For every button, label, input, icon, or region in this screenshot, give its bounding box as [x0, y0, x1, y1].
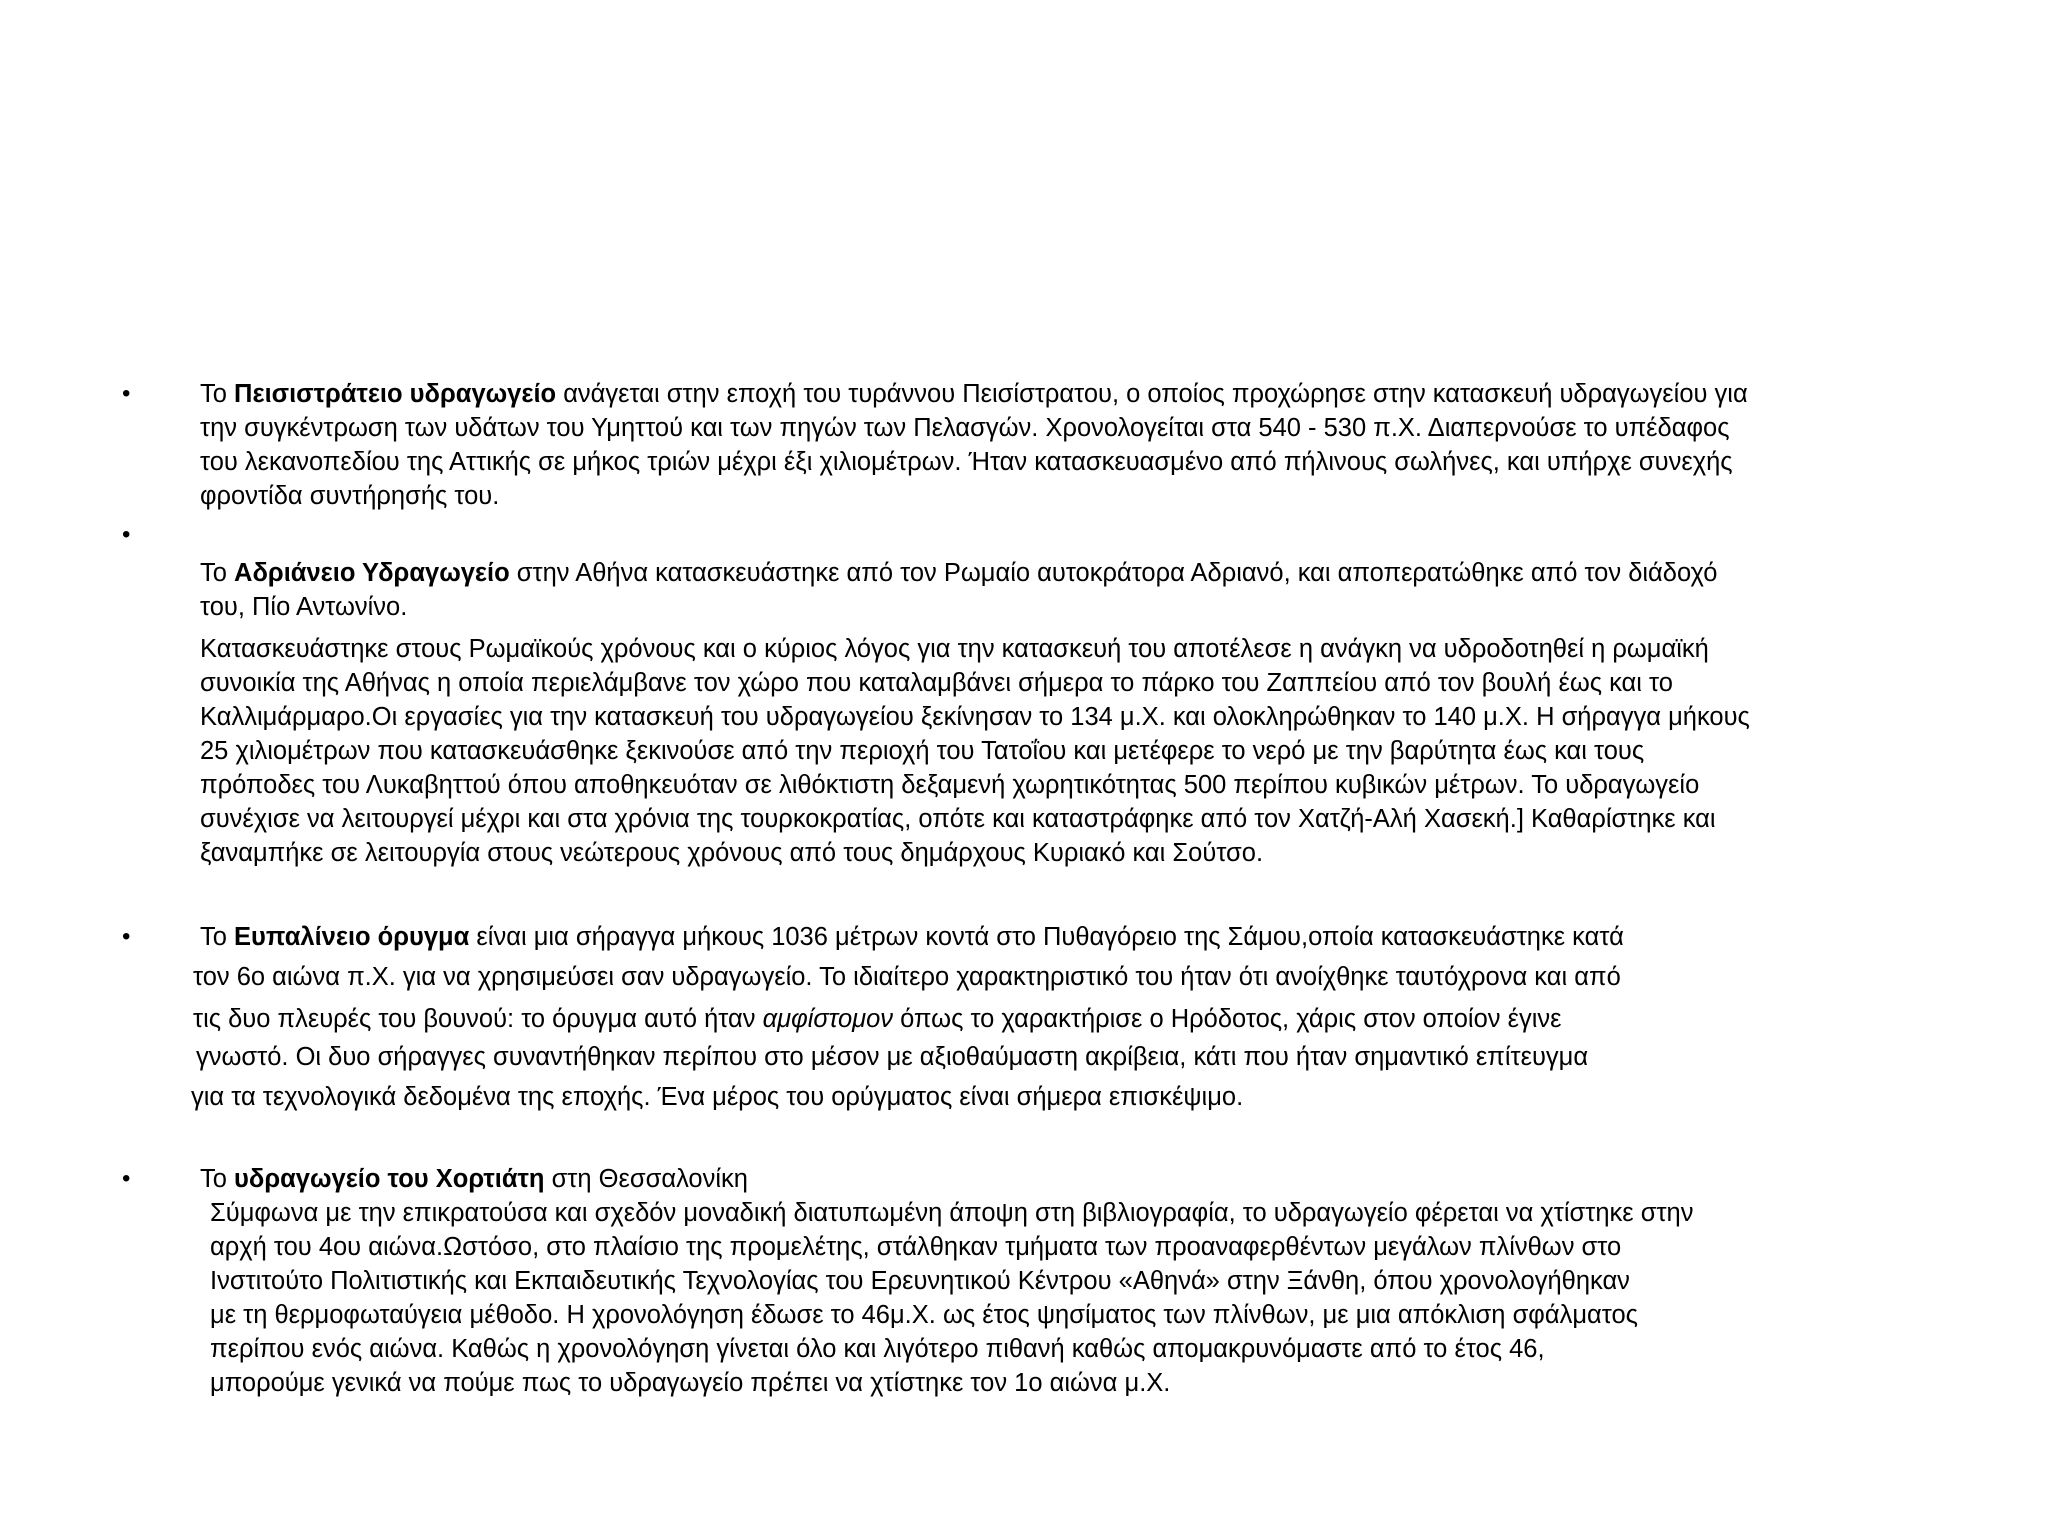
- paragraph-line: αρχή του 4ου αιώνα.Ωστόσο, στο πλαίσιο της προμελέτης, στάλθηκαν τμήματα των προαναφερθέντων μεγάλων πλίνθων στο: [210, 1233, 1622, 1261]
- aqueduct-name: Πεισιστράτειο υδραγωγείο: [234, 380, 557, 408]
- aqueduct-name: Ευπαλίνειο όρυγμα: [234, 923, 470, 951]
- paragraph-line: Καλλιμάρμαρο.Οι εργασίες για την κατασκευή του υδραγωγείου ξεκίνησαν το 134 μ.Χ. και ολοκληρώθηκαν το 140 μ.Χ. Η σήραγγα μήκους: [200, 703, 1750, 731]
- paragraph-text: όπως το χαρακτήρισε ο Ηρόδοτος, χάρις στον οποίον έγινε: [893, 1005, 1562, 1033]
- paragraph-line: συνοικία της Αθήνας η οποία περιελάμβανε τον χώρο που καταλαμβάνει σήμερα το πάρκο του Ζαππείου από τον βουλή έως και το: [200, 669, 1673, 697]
- paragraph-text: στην Αθήνα κατασκευάστηκε από τον Ρωμαίο αυτοκράτορα Αδριανό, και αποπερατώθηκε από τον διάδοχό: [509, 559, 1718, 587]
- paragraph-line: [200, 377, 1748, 411]
- bullet-marker: •: [122, 380, 131, 407]
- intro-text: Το: [200, 1165, 235, 1193]
- paragraph-line: ξαναμπήκε σε λειτουργία στους νεώτερους χρόνους από τους δημάρχους Κυριακό και Σούτσο.: [200, 839, 1264, 867]
- paragraph-line: συνέχισε να λειτουργεί μέχρι και στα χρόνια της τουρκοκρατίας, οπότε και καταστράφηκε από τον Χατζή-Αλή Χασεκή.] Καθαρίστηκε και: [200, 805, 1716, 833]
- paragraph-line: περίπου ενός αιώνα. Καθώς η χρονολόγηση γίνεται όλο και λιγότερο πιθανή καθώς απομακρυνόμαστε από το έτος 46,: [210, 1335, 1545, 1363]
- aqueduct-name: υδραγωγείο του Χορτιάτη: [234, 1165, 545, 1193]
- bullet-marker: •: [122, 1165, 131, 1192]
- paragraph-line: φροντίδα συντήρησής του.: [200, 482, 500, 510]
- aqueduct-name: Αδριάνειο Υδραγωγείο: [234, 559, 510, 587]
- paragraph-line: [193, 1002, 1562, 1036]
- paragraph-line: του, Πίο Αντωνίνο.: [200, 593, 408, 621]
- paragraph-line: πρόποδες του Λυκαβηττού όπου αποθηκευόταν σε λιθόκτιστη δεξαμενή χωρητικότητας 500 περίπου κυβικών μέτρων. Το υδραγωγείο: [200, 771, 1700, 799]
- paragraph-text: στη Θεσσαλονίκη: [544, 1165, 748, 1193]
- paragraph-text: τις δυο πλευρές του βουνού: το όρυγμα αυτό ήταν: [193, 1005, 763, 1033]
- intro-text: Το: [200, 559, 235, 587]
- paragraph-text: ανάγεται στην εποχή του τυράννου Πεισίστρατου, ο οποίος προχώρησε στην κατασκευή υδραγωγείου για: [556, 380, 1748, 408]
- paragraph-text: είναι μια σήραγγα μήκους 1036 μέτρων κοντά στο Πυθαγόρειο της Σάμου,οποία κατασκευάστηκε κατά: [469, 923, 1624, 951]
- paragraph-line: την συγκέντρωση των υδάτων του Υμηττού και των πηγών των Πελασγών. Χρονολογείται στα 540 - 530 π.Χ. Διαπερνούσε το υπέδαφος: [200, 414, 1730, 442]
- bullet-marker: •: [122, 923, 131, 950]
- paragraph-line: με τη θερμοφωταύγεια μέθοδο. Η χρονολόγηση έδωσε το 46μ.Χ. ως έτος ψησίματος των πλίνθων, με μια απόκλιση σφάλματος: [210, 1301, 1638, 1329]
- paragraph-line: για τα τεχνολογικά δεδομένα της εποχής. Ένα μέρος του ορύγματος είναι σήμερα επισκέψιμο.: [191, 1083, 1244, 1111]
- paragraph-line: γνωστό. Οι δυο σήραγγες συναντήθηκαν περίπου στο μέσον με αξιοθαύμαστη ακρίβεια, κάτι που ήταν σημαντικό επίτευγμα: [196, 1043, 1589, 1071]
- paragraph-line: Κατασκευάστηκε στους Ρωμαϊκούς χρόνους και ο κύριος λόγος για την κατασκευή του αποτέλεσε η ανάγκη να υδροδοτηθεί η ρωμαϊκή: [200, 635, 1709, 663]
- paragraph-line: του λεκανοπεδίου της Αττικής σε μήκος τριών μέχρι έξι χιλιομέτρων. Ήταν κατασκευασμένο από πήλινους σωλήνες, και υπήρχε συνεχής: [200, 448, 1733, 476]
- emphasis-text: αμφίστομον: [762, 1005, 894, 1033]
- paragraph-line: Ινστιτούτο Πολιτιστικής και Εκπαιδευτικής Τεχνολογίας του Ερευνητικού Κέντρου «Αθηνά» στην Ξάνθη, όπου χρονολογήθηκαν: [210, 1267, 1630, 1295]
- paragraph-line: 25 χιλιομέτρων που κατασκευάσθηκε ξεκινούσε από την περιοχή του Τατοΐου και μετέφερε το νερό με την βαρύτητα έως και τους: [200, 737, 1645, 765]
- paragraph-line: [200, 1162, 748, 1196]
- paragraph-line: Σύμφωνα με την επικρατούσα και σχεδόν μοναδική διατυπωμένη άποψη στη βιβλιογραφία, το υδραγωγείο φέρεται να χτίστηκε στην: [210, 1199, 1694, 1227]
- paragraph-line: [200, 556, 1717, 590]
- intro-text: Το: [200, 380, 235, 408]
- paragraph-line: [200, 920, 1624, 954]
- paragraph-line: τον 6ο αιώνα π.Χ. για να χρησιμεύσει σαν υδραγωγείο. Το ιδιαίτερο χαρακτηριστικό του ήταν ότι ανοίχθηκε ταυτόχρονα και από: [193, 963, 1621, 991]
- intro-text: Το: [200, 923, 235, 951]
- bullet-marker: •: [122, 521, 131, 548]
- paragraph-line: μπορούμε γενικά να πούμε πως το υδραγωγείο πρέπει να χτίστηκε τον 1ο αιώνα μ.Χ.: [210, 1369, 1171, 1397]
